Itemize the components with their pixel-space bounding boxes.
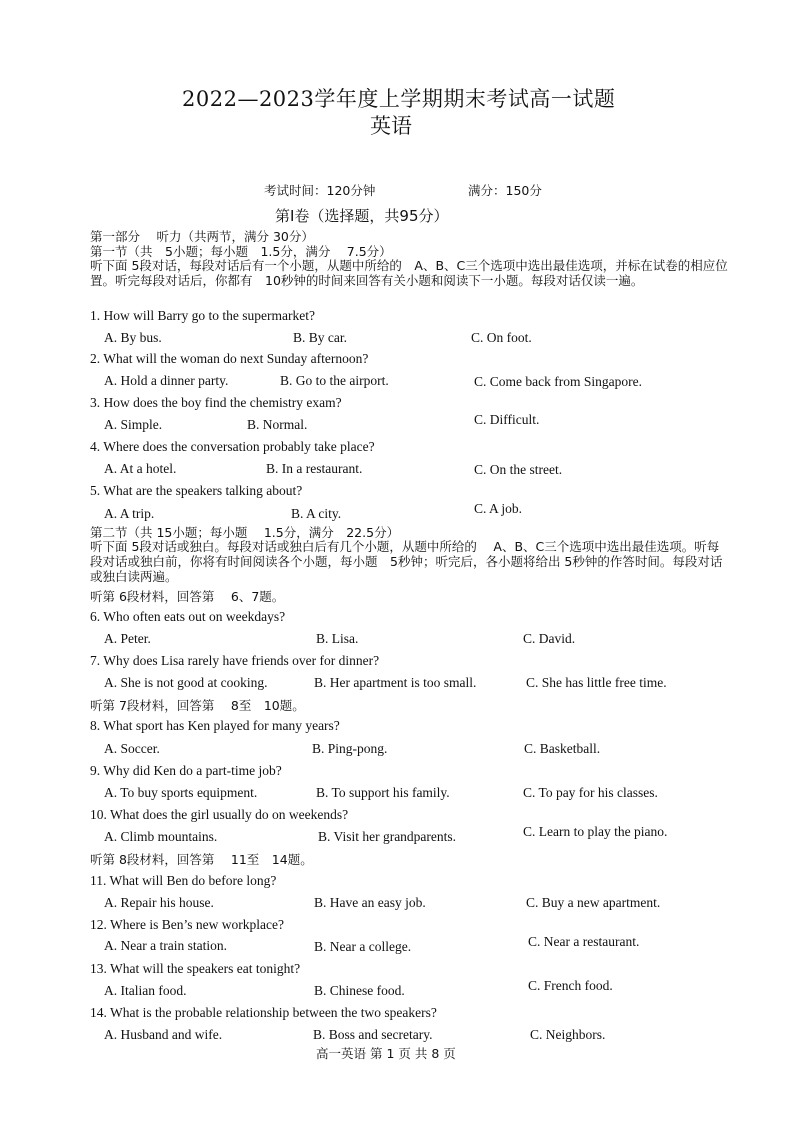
- page-footer: 高一英语 第 1 页 共 8 页: [316, 1046, 456, 1061]
- option-a: A. Peter.: [104, 631, 151, 646]
- option-b: B. Ping-pong.: [312, 741, 388, 756]
- option-a: A. She is not good at cooking.: [104, 675, 268, 690]
- option-a: A. To buy sports equipment.: [104, 785, 258, 800]
- question-4: 4. Where does the conversation probably take place?: [90, 439, 375, 454]
- material-8-heading: 听第 8段材料，回答第 11至 14题。: [90, 852, 313, 867]
- option-c: C. Near a restaurant.: [528, 934, 640, 949]
- option-c: C. David.: [523, 631, 576, 646]
- option-a: A. Husband and wife.: [104, 1027, 223, 1042]
- option-a: A. A trip.: [104, 506, 155, 521]
- volume-heading: 第Ⅰ卷（选择题，共95分）: [275, 207, 449, 225]
- option-b: B. Visit her grandparents.: [318, 829, 457, 844]
- option-a: A. Near a train station.: [104, 938, 227, 953]
- option-c: C. On the street.: [474, 462, 563, 477]
- section1-heading: 第一节（共 5小题；每小题 1.5分，满分 7.5分）: [90, 244, 392, 259]
- option-b: B. A city.: [291, 506, 342, 521]
- option-b: B. Her apartment is too small.: [314, 675, 477, 690]
- option-b: B. Lisa.: [316, 631, 359, 646]
- option-c: C. Learn to play the piano.: [523, 824, 668, 839]
- option-b: B. Boss and secretary.: [313, 1027, 433, 1042]
- option-a: A. Hold a dinner party.: [104, 373, 229, 388]
- question-8: 8. What sport has Ken played for many years?: [90, 718, 340, 733]
- option-c: C. Buy a new apartment.: [526, 895, 661, 910]
- option-c: C. Neighbors.: [530, 1027, 606, 1042]
- option-c: C. A job.: [474, 501, 523, 516]
- section2-instructions: 听下面 5段对话或独白。每段对话或独白后有几个小题，从题中所给的 A、B、C三个选项中选出最佳选项。听每段对话或独白前，你将有时间阅读各个小题，每小题 5秒钟；听完后，各小题将给出 5秒钟的作答时间。每段对话或独白读两遍。: [90, 539, 723, 584]
- question-14: 14. What is the probable relationship between the two speakers?: [90, 1005, 437, 1020]
- question-3: 3. How does the boy find the chemistry exam?: [90, 395, 342, 410]
- option-b: B. In a restaurant.: [266, 461, 363, 476]
- option-a: A. Climb mountains.: [104, 829, 218, 844]
- option-b: B. Go to the airport.: [280, 373, 389, 388]
- option-c: C. She has little free time.: [526, 675, 667, 690]
- section2-heading: 第二节（共 15小题；每小题 1.5分，满分 22.5分）: [90, 525, 400, 540]
- option-c: C. Come back from Singapore.: [474, 374, 642, 389]
- material-7-heading: 听第 7段材料，回答第 8至 10题。: [90, 698, 305, 713]
- exam-title: 2022—2023学年度上学期期末考试高一试题: [182, 87, 616, 111]
- exam-time: 考试时间：120分钟: [264, 183, 376, 198]
- question-13: 13. What will the speakers eat tonight?: [90, 961, 301, 976]
- option-b: B. Chinese food.: [314, 983, 405, 998]
- option-c: C. On foot.: [471, 330, 532, 345]
- option-a: A. Soccer.: [104, 741, 160, 756]
- option-c: C. French food.: [528, 978, 613, 993]
- question-6: 6. Who often eats out on weekdays?: [90, 609, 286, 624]
- option-c: C. Difficult.: [474, 412, 540, 427]
- option-b: B. Near a college.: [314, 939, 412, 954]
- exam-score: 满分：150分: [468, 183, 542, 198]
- option-a: A. By bus.: [104, 330, 162, 345]
- option-c: C. Basketball.: [524, 741, 601, 756]
- option-a: A. At a hotel.: [104, 461, 177, 476]
- question-1: 1. How will Barry go to the supermarket?: [90, 308, 315, 323]
- question-7: 7. Why does Lisa rarely have friends over for dinner?: [90, 653, 380, 668]
- question-9: 9. Why did Ken do a part-time job?: [90, 763, 282, 778]
- option-a: A. Repair his house.: [104, 895, 214, 910]
- option-a: A. Italian food.: [104, 983, 187, 998]
- subject-title: 英语: [370, 114, 412, 138]
- part1-heading: 第一部分 听力（共两节，满分 30分）: [90, 229, 314, 244]
- material-6-heading: 听第 6段材料，回答第 6、7题。: [90, 589, 285, 604]
- section1-instructions: 听下面 5段对话，每段对话后有一个小题，从题中所给的 A、B、C三个选项中选出最佳选项，并标在试卷的相应位置。听完每段对话后，你都有 10秒钟的时间来回答有关小题和阅读下一小题。每段对话仅读一遍。: [90, 258, 728, 288]
- option-a: A. Simple.: [104, 417, 163, 432]
- option-b: B. By car.: [293, 330, 347, 345]
- question-2: 2. What will the woman do next Sunday afternoon?: [90, 351, 369, 366]
- question-10: 10. What does the girl usually do on weekends?: [90, 807, 349, 822]
- option-b: B. Have an easy job.: [314, 895, 426, 910]
- option-c: C. To pay for his classes.: [523, 785, 658, 800]
- option-b: B. Normal.: [247, 417, 308, 432]
- question-11: 11. What will Ben do before long?: [90, 873, 277, 888]
- question-12: 12. Where is Ben’s new workplace?: [90, 917, 284, 932]
- question-5: 5. What are the speakers talking about?: [90, 483, 303, 498]
- option-b: B. To support his family.: [316, 785, 450, 800]
